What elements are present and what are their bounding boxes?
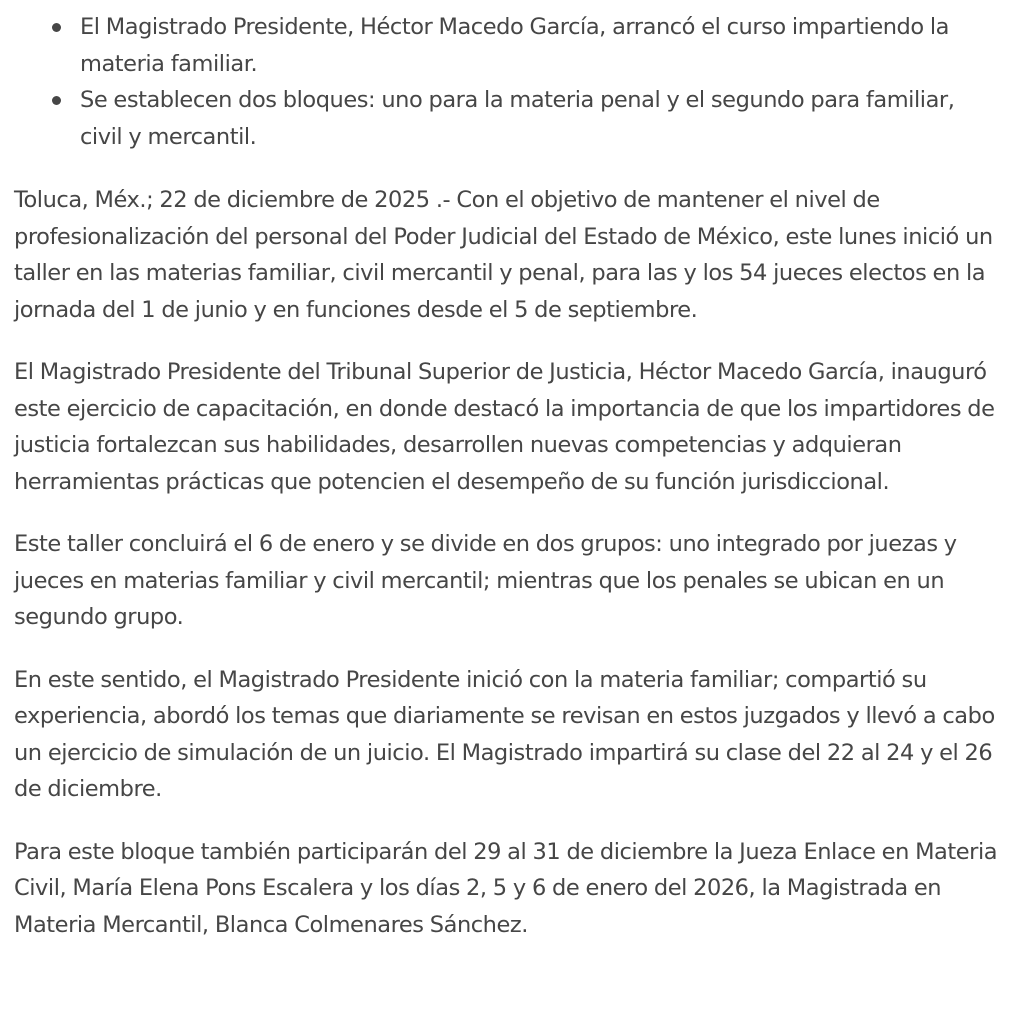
paragraph-dateline: Toluca, Méx.; 22 de diciembre de 2025 .- Con el objetivo de mantener el nivel de profesionalización del personal del Poder Judicial del Estado de México, este lunes inició un taller en las materias familiar, civil mercantil y penal, para las y los 54 jueces electos en la jornada del 1 de junio y en funciones desde el 5 de septiembre. (14, 187, 993, 323)
bullet-icon (52, 23, 61, 32)
highlight-item (80, 9, 1000, 82)
highlight-text: Se establecen dos bloques: uno para la materia penal y el segundo para familiar, civil y mercantil. (80, 87, 955, 150)
paragraph: El Magistrado Presidente del Tribunal Superior de Justicia, Héctor Macedo García, inauguró este ejercicio de capacitación, en donde destacó la importancia de que los impartidores de justicia fortalezcan sus habilidades, desarrollen nuevas competencias y adquieran herramientas prácticas que potencien el desempeño de su función jurisdiccional. (14, 359, 995, 495)
paragraph: Este taller concluirá el 6 de enero y se divide en dos grupos: uno integrado por juezas y jueces en materias familiar y civil mercantil; mientras que los penales se ubican en un segundo grupo. (14, 531, 957, 630)
paragraph: En este sentido, el Magistrado Presidente inició con la materia familiar; compartió su experiencia, abordó los temas que diariamente se revisan en estos juzgados y llevó a cabo un ejercicio de simulación de un juicio. El Magistrado impartirá su clase del 22 al 24 y el 26 de diciembre. (14, 666, 995, 802)
highlights-list (14, 9, 1000, 155)
highlight-item (80, 82, 1000, 155)
highlight-text: El Magistrado Presidente, Héctor Macedo García, arrancó el curso impartiendo la materia familiar. (80, 14, 950, 77)
bullet-icon (52, 96, 61, 105)
paragraph: Para este bloque también participarán del 29 al 31 de diciembre la Jueza Enlace en Materia Civil, María Elena Pons Escalera y los días 2, 5 y 6 de enero del 2026, la Magistrada en Materia Mercantil, Blanca Colmenares Sánchez. (14, 838, 998, 938)
